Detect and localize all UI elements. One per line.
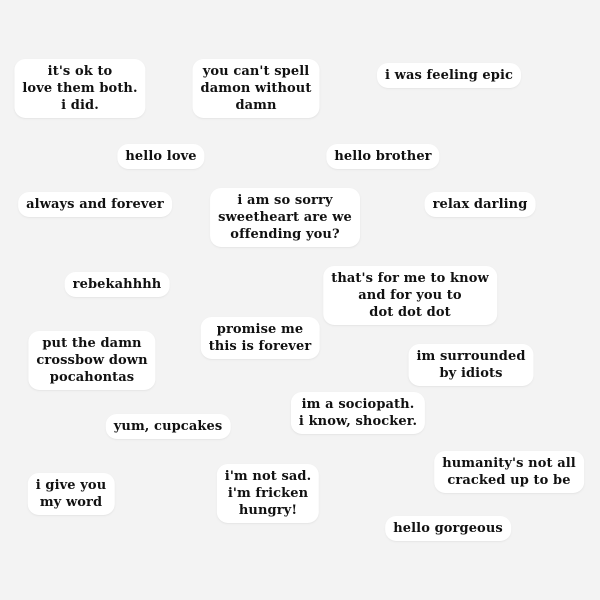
sticker-line: that's for me to know — [331, 271, 489, 286]
sticker-line: cracked up to be — [447, 473, 571, 488]
sticker-rebekahhhh — [67, 274, 168, 295]
sticker-feeling-epic — [379, 65, 519, 86]
sticker-line: love them both. — [22, 81, 138, 96]
sticker-line: pocahontas — [49, 370, 135, 385]
sticker-line: put the damn — [42, 336, 142, 351]
sticker-line: always and forever — [26, 197, 164, 212]
sticker-line: i'm not sad. — [224, 469, 312, 484]
sticker-line: sweetheart are we — [218, 210, 352, 225]
sticker-line: humanity's not all — [442, 456, 576, 471]
sticker-hello-brother — [328, 146, 437, 167]
sticker-relax-darling — [427, 194, 534, 215]
sticker-line: relax darling — [432, 197, 528, 212]
sticker-promise-me — [203, 319, 318, 357]
sticker-crossbow — [30, 333, 153, 388]
sticker-line: dot dot dot — [369, 305, 451, 320]
sticker-line: i'm fricken — [227, 486, 309, 501]
sticker-sorry-sweetheart — [212, 190, 358, 245]
sticker-line: it's ok to — [47, 64, 113, 79]
sticker-line: i give you — [35, 478, 107, 493]
sticker-surrounded-by-idiots — [410, 346, 531, 384]
sticker-humanity — [436, 453, 582, 491]
sticker-line: hello gorgeous — [393, 521, 503, 536]
sticker-sociopath — [293, 394, 423, 432]
sticker-line: and for you to — [358, 288, 462, 303]
sticker-line: damon without — [200, 81, 312, 96]
sticker-its-ok — [16, 61, 143, 116]
sticker-damon — [195, 61, 318, 116]
sticker-give-you-my-word — [30, 475, 113, 513]
sticker-line: rebekahhhh — [72, 277, 162, 292]
sticker-for-me-to-know — [325, 268, 495, 323]
sticker-hello-gorgeous — [387, 518, 509, 539]
sticker-yum-cupcakes — [108, 416, 229, 437]
sticker-line: promise me — [216, 322, 304, 337]
sticker-line: damn — [235, 98, 277, 113]
sticker-line: hello brother — [334, 149, 432, 164]
sticker-line: crossbow down — [36, 353, 148, 368]
sticker-line: im surrounded — [416, 349, 526, 364]
sticker-line: you can't spell — [202, 64, 310, 79]
sticker-line: i am so sorry — [237, 193, 333, 208]
sticker-line: my word — [39, 495, 103, 510]
sticker-line: i know, shocker. — [298, 414, 418, 429]
sticker-line: im a sociopath. — [301, 397, 415, 412]
sticker-hello-love — [119, 146, 202, 167]
sticker-not-sad-hungry — [219, 466, 317, 521]
sticker-line: offending you? — [230, 227, 340, 242]
sticker-always-and-forever — [20, 194, 170, 215]
sticker-line: this is forever — [208, 339, 312, 354]
sticker-line: i did. — [61, 98, 99, 113]
sticker-line: hungry! — [238, 503, 298, 518]
sticker-line: i was feeling epic — [384, 68, 514, 83]
sticker-line: by idiots — [439, 366, 503, 381]
sticker-line: yum, cupcakes — [113, 419, 223, 434]
sticker-line: hello love — [125, 149, 197, 164]
